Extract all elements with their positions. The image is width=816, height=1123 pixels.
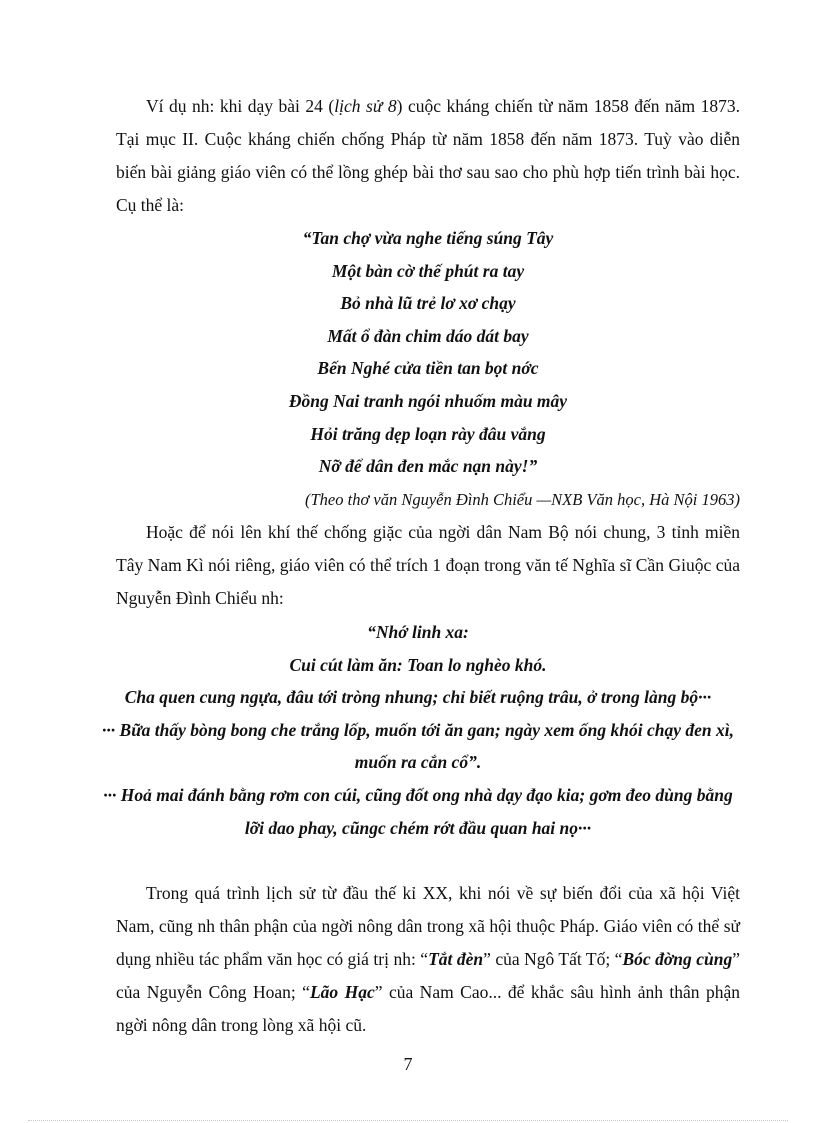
poem-attribution: (Theo thơ văn Nguyễn Đình Chiểu —NXB Văn học, Hà Nội 1963): [304, 490, 740, 509]
page-number: 7: [403, 1054, 413, 1074]
verse-line: “Nhớ linh xa:: [367, 622, 469, 642]
conclusion-text: ” của Nguyễn Công Hoan; “: [116, 949, 740, 1002]
intro-text-end: ) cuộc kháng chiến từ năm 1858 đến năm 1873. Tại mục II. Cuộc kháng chiến chống Pháp từ năm 1858 đến năm 1873. Tuỳ vào diễn biến bài giảng giáo viên có thể lồng ghép bài thơ sau sao cho phù hợp tiến trình bài học. Cụ thể là:: [116, 96, 740, 215]
verse-line: Cui cút làm ăn: Toan lo nghèo khó.: [289, 654, 547, 675]
work-title-boc-duong-cung: Bóc đờng cùng: [622, 949, 733, 969]
paragraph-conclusion: [116, 877, 740, 1042]
poem-line: Mất ổ đàn chim dáo dát bay: [327, 325, 529, 346]
work-title-tat-den: Tắt đèn: [428, 949, 484, 969]
poem-line: Bỏ nhà lũ trẻ lơ xơ chạy: [340, 293, 516, 314]
verse-block: [96, 616, 740, 844]
poem-line: Một bàn cờ thế phút ra tay: [331, 260, 525, 281]
verse-line: ··· Bữa thấy bòng bong che trắng lốp, muốn tới ăn gan; ngày xem ống khói chạy đen xì, muốn ra cắn cổ”.: [102, 719, 734, 773]
poem-line: Hỏi trăng dẹp loạn rày đâu vắng: [310, 423, 546, 444]
verse-line: ··· Hoả mai đánh bằng rơm con cúi, cũng đốt ong nhà dạy đạo kia; gơm đeo dùng bằng lỡi dao phay, cũngc chém rớt đầu quan hai nọ···: [103, 784, 733, 838]
intro-italic-ref: lịch sử 8: [334, 96, 397, 116]
paragraph-intro: [116, 90, 740, 222]
intro-text-start: Ví dụ nh: khi dạy bài 24 (: [146, 96, 335, 116]
page-footer-divider: [28, 1120, 788, 1121]
verse-line: Cha quen cung ngựa, đâu tới tròng nhung; chỉ biết ruộng trâu, ở trong làng bộ···: [124, 687, 712, 708]
poem-line: “Tan chợ vừa nghe tiếng súng Tây: [302, 228, 554, 248]
conclusion-text: ” của Ngô Tất Tố; “: [483, 949, 623, 969]
poem-line: Bến Nghé cửa tiền tan bọt nớc: [317, 358, 539, 379]
conclusion-text: Trong quá trình lịch sử từ đầu thế kỉ XX, khi nói về sự biến đổi của xã hội Việt Nam, cũng nh thân phận của ngời nông dân trong xã hội thuộc Pháp. Giáo viên có thể sử dụng nhiều tác phẩm văn học có giá trị nh: “: [116, 883, 740, 969]
poem-line: Đồng Nai tranh ngói nhuốm màu mây: [288, 390, 568, 411]
paragraph-transition: Hoặc để nói lên khí thế chống giặc của ngời dân Nam Bộ nói chung, 3 tỉnh miền Tây Nam Kì nói riêng, giáo viên có thể trích 1 đoạn trong văn tế Nghĩa sĩ Cần Giuộc của Nguyễn Đình Chiểu nh:: [116, 522, 740, 608]
conclusion-text: ” của Nam Cao... để khắc sâu hình ảnh thân phận ngời nông dân trong lòng xã hội cũ.: [116, 982, 741, 1035]
poem-line: Nỡ để dân đen mắc nạn này!”: [318, 456, 538, 477]
work-title-lao-hac: Lão Hạc: [309, 982, 375, 1002]
poem-block: [116, 222, 740, 483]
